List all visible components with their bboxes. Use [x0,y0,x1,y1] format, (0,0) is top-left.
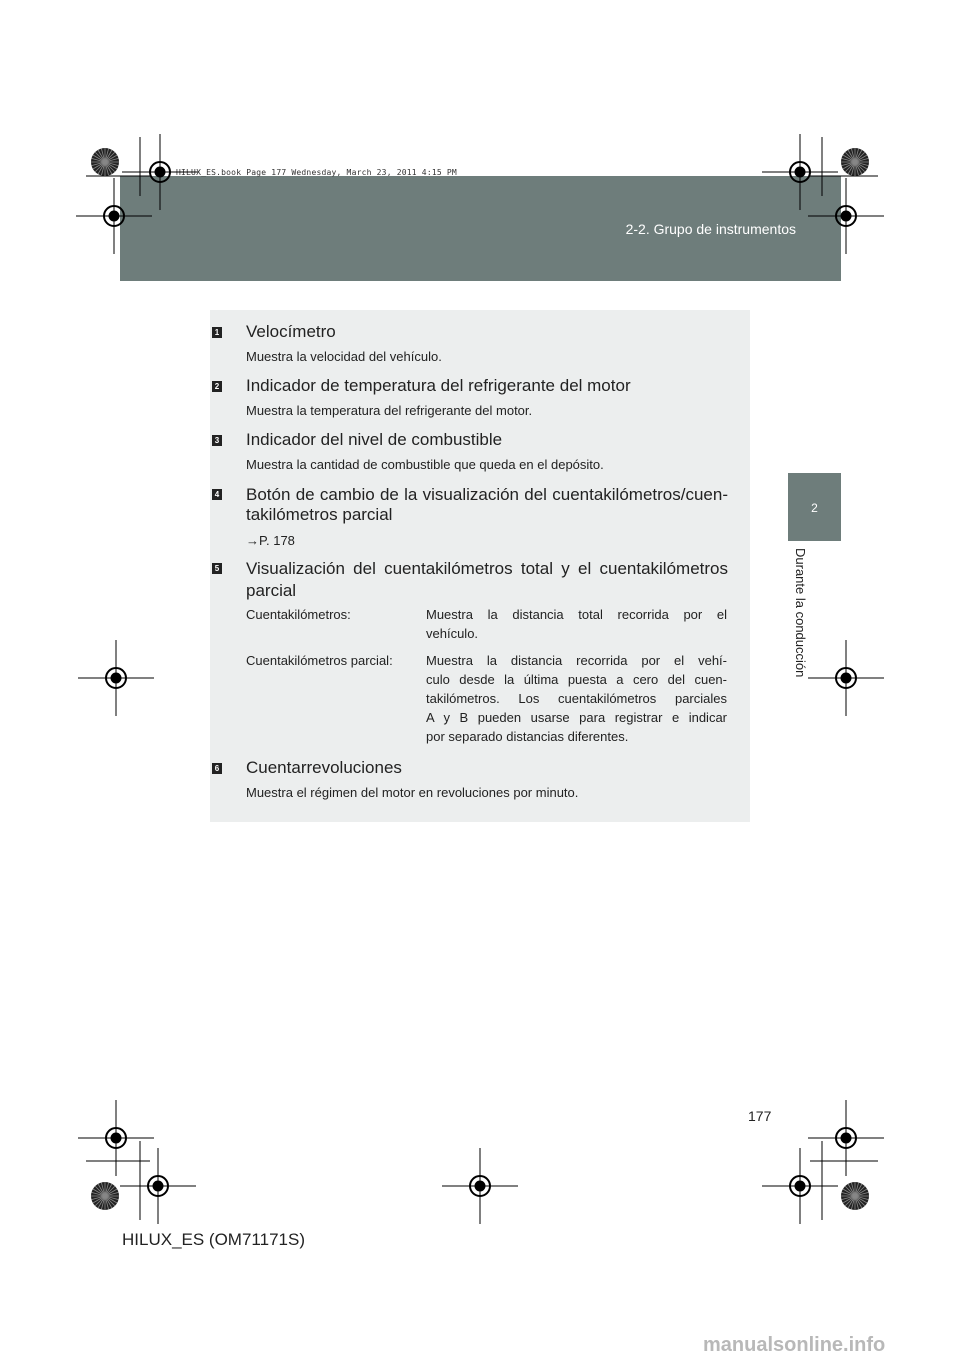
item-number-badge: 6 [212,763,222,774]
rosette-mark [91,148,119,176]
page-number: 177 [748,1108,772,1124]
item-title-line: Visualización del cuentakilómetros total y el cuentakilómetros [246,559,728,578]
definition-line: culo desde la última puesta a cero del cuen- [426,672,727,687]
crosshair-mark [808,1100,884,1176]
item-description: Muestra la temperatura del refrigerante del motor. [246,403,533,418]
rosette-mark [841,1182,869,1210]
definition-line: Muestra la distancia total recorrida por el [426,607,727,622]
item-description: Muestra el régimen del motor en revoluciones por minuto. [246,785,579,800]
book-info-line: HILUX_ES.book Page 177 Wednesday, March 23, 2011 4:15 PM [176,168,457,177]
item-number-badge: 5 [212,563,222,574]
crosshair-marks [76,134,884,1224]
item-description: Muestra la cantidad de combustible que queda en el depósito. [246,457,604,472]
model-code: HILUX_ES (OM71171S) [122,1230,305,1249]
item-title: Velocímetro [246,322,336,341]
item-title-line: takilómetros parcial [246,505,393,524]
crosshair-mark [442,1148,518,1224]
crosshair-mark [76,178,152,254]
crosshair-mark [808,178,884,254]
crosshair-mark [808,640,884,716]
item-number-badge: 2 [212,381,222,392]
item-number-badge: 4 [212,489,222,500]
item-title-line: Botón de cambio de la visualización del cuentakilómetros/cuen- [246,485,728,504]
definition-term: Cuentakilómetros: [246,607,351,622]
crosshair-mark [122,134,198,210]
section-title: 2-2. Grupo de instrumentos [625,221,796,237]
rosette-mark [91,1182,119,1210]
crosshair-mark [762,1148,838,1224]
item-title: Indicador de temperatura del refrigerante del motor [246,376,631,395]
crosshair-mark [120,1148,196,1224]
item-number-badge: 1 [212,327,222,338]
crosshair-mark [78,640,154,716]
definition-line: A y B pueden usarse para registrar e indicar [426,710,727,725]
item-number-badge: 3 [212,435,222,446]
rosette-marks [91,148,869,1210]
rosette-mark [841,148,869,176]
definition-line: por separado distancias diferentes. [426,729,629,744]
crosshair-mark [762,134,838,210]
crosshair-mark [78,1100,154,1176]
item-title: Cuentarrevoluciones [246,758,402,777]
chapter-number: 2 [811,501,818,515]
item-title: Indicador del nivel de combustible [246,430,503,449]
watermark: manualsonline.info [703,1334,886,1356]
page-reference: →P. 178 [246,533,295,548]
item-title-line: parcial [246,581,297,600]
definition-line: Muestra la distancia recorrida por el vehí- [426,653,727,668]
chapter-title: Durante la conducción [793,548,808,678]
definition-term: Cuentakilómetros parcial: [246,653,393,668]
definition-line: takilómetros. Los cuentakilómetros parciales [426,691,727,706]
item-description: Muestra la velocidad del vehículo. [246,349,442,364]
definition-line: vehículo. [426,626,479,641]
